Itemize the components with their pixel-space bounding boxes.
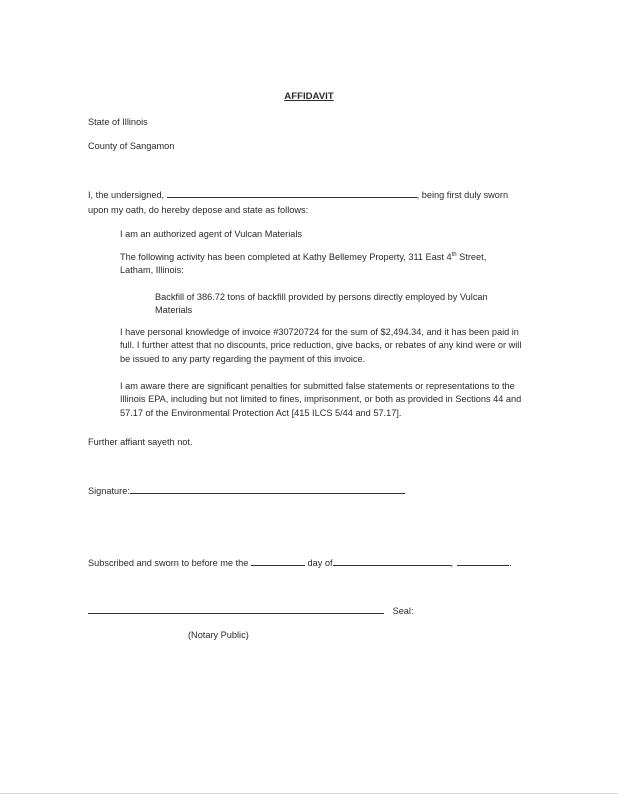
sworn-prefix: Subscribed and sworn to before me the <box>88 558 249 568</box>
oath-suffix: , being first duly sworn <box>416 190 509 200</box>
ordinal-suffix: th <box>451 252 457 258</box>
signature-row <box>88 484 405 498</box>
affiant-name-blank[interactable] <box>167 188 417 198</box>
activity-text-start: The following activity has been completed at Kathy Bellemey Property, 311 East 4 <box>120 252 452 263</box>
seal-label: Seal: <box>392 606 414 616</box>
oath-line-1 <box>88 188 528 202</box>
sworn-comma: , <box>450 558 454 568</box>
agent-statement: I am an authorized agent of Vulcan Materials <box>120 229 302 239</box>
signature-blank[interactable] <box>130 484 405 494</box>
sworn-year-blank[interactable] <box>457 556 509 566</box>
sworn-period: . <box>509 558 512 568</box>
backfill-statement: Backfill of 386.72 tons of backfill provided by persons directly employed by Vulcan Materials <box>155 292 488 316</box>
further-statement: Further affiant sayeth not. <box>88 437 193 447</box>
sworn-day-label: day of <box>307 558 333 568</box>
penalties-statement: I am aware there are significant penalties for submitted false statements or representations to the Illinois EPA, including but not limited to fines, imprisonment, or both as provided in Sections 44 and 57.17 of the Environmental Protection Act [415 ILCS 5/44 and 57.17]. <box>120 381 522 418</box>
activity-text-end: Street, Latham, Illinois: <box>120 252 487 276</box>
county-line: County of Sangamon <box>88 141 175 151</box>
knowledge-statement: I have personal knowledge of invoice #30720724 for the sum of $2,494.34, and it has been paid in full. I further attest that no discounts, price reduction, give backs, or rebates of any kind were or will be issued to any party regarding the payment of this invoice. <box>120 327 522 364</box>
document-title: AFFIDAVIT <box>284 91 334 102</box>
signature-label: Signature: <box>88 486 130 496</box>
oath-prefix: I, the undersigned, <box>88 190 165 200</box>
sworn-day-blank[interactable] <box>251 556 305 566</box>
state-line: State of Illinois <box>88 117 148 127</box>
page-edge <box>0 793 618 794</box>
notary-row <box>88 604 428 618</box>
notary-signature-blank[interactable] <box>88 604 384 614</box>
sworn-row <box>88 556 548 570</box>
notary-label: (Notary Public) <box>188 630 249 640</box>
sworn-month-blank[interactable] <box>333 556 451 566</box>
activity-statement <box>120 251 515 278</box>
oath-line-2: upon my oath, do hereby depose and state as follows: <box>88 205 309 215</box>
